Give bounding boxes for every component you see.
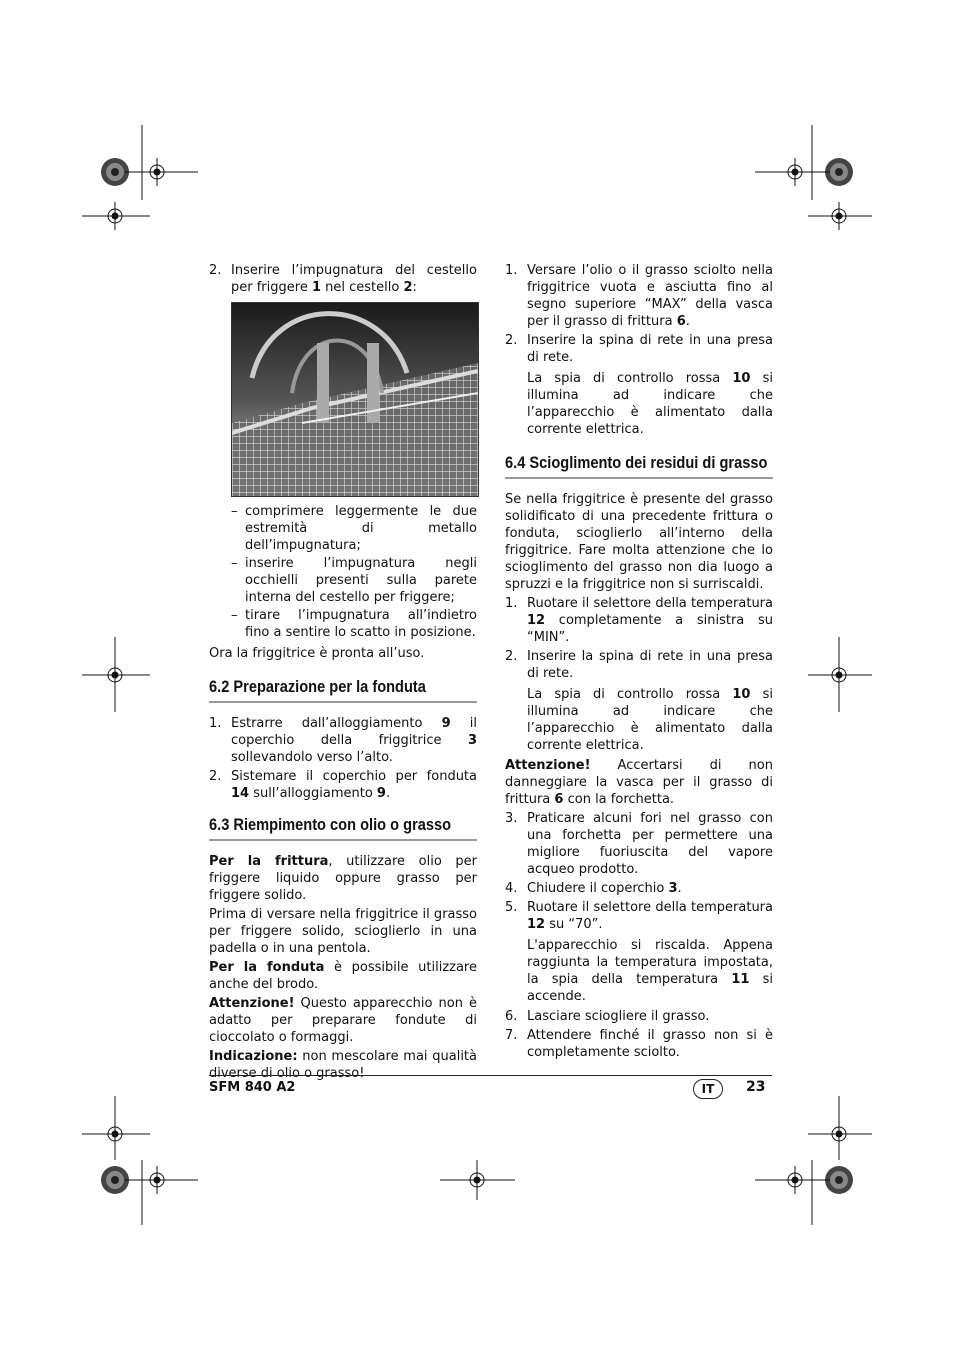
list-item — [505, 1008, 773, 1025]
step-text: . — [677, 881, 682, 896]
step-text: sull’alloggiamento — [249, 786, 377, 801]
step-text: nel cestello — [321, 280, 404, 295]
dash-bullet: – — [231, 556, 238, 571]
paragraph-text: è possibile utilizzare anche del brodo. — [209, 960, 477, 992]
step-text: Sistemare il coperchio per fonduta — [231, 769, 477, 784]
part-number: 6 — [676, 314, 686, 329]
list-item — [209, 262, 477, 296]
section-heading-wrap — [209, 816, 477, 841]
list-number: 1. — [209, 716, 222, 731]
list-item — [505, 262, 773, 330]
paragraph-text: con la forchetta. — [563, 792, 675, 807]
list-item — [505, 810, 773, 878]
paragraph — [209, 959, 477, 993]
step-note — [527, 686, 773, 754]
bold-lead: Indicazione: — [209, 1049, 298, 1064]
step-text: su “70”. — [545, 917, 603, 932]
bold-lead: Per la fonduta — [209, 960, 325, 975]
paragraph-text: Questo apparecchio non è adatto per preparare fondute di cioccolato o formaggi. — [209, 996, 477, 1045]
list-number: 5. — [505, 900, 518, 915]
step-text: Praticare alcuni fori nel grasso con una forchetta per permettere una migliore fuoriuscita del vapore acqueo prodotto. — [527, 811, 773, 877]
part-number: 10 — [732, 687, 751, 702]
dash-bullet: – — [231, 504, 238, 519]
paragraph — [209, 1048, 477, 1082]
paragraph-text: Accertarsi di non danneggiare la vasca per il grasso di frittura — [505, 758, 773, 807]
part-number: 2 — [403, 280, 413, 295]
dash-text: tirare l’impugnatura all’indietro fino a sentire lo scatto in posizione. — [245, 608, 477, 640]
step-text: il coperchio della friggitrice — [231, 716, 477, 748]
list-number: 7. — [505, 1028, 518, 1043]
note-text: si illumina ad indicare che l’apparecchio è alimentato dalla corrente elettrica. — [527, 687, 773, 753]
dash-text: inserire l’impugnatura negli occhielli presenti sulla parete interna del cestello per friggere; — [245, 556, 477, 605]
note-text: si accende. — [527, 972, 773, 1004]
step-text: Inserire l’impugnatura del cestello per friggere — [231, 263, 477, 295]
list-item — [505, 880, 773, 897]
list-item — [231, 555, 477, 606]
step-text: sollevandolo verso l’alto. — [231, 750, 393, 765]
step-text: Ruotare il selettore della temperatura — [527, 900, 773, 915]
step-text: Attendere finché il grasso non si è completamente sciolto. — [527, 1028, 773, 1060]
dash-bullet: – — [231, 608, 238, 623]
part-number: 12 — [527, 917, 546, 932]
paragraph-text: non mescolare mai qualità diverse di olio o grasso! — [209, 1049, 477, 1081]
part-number: 6 — [554, 792, 564, 807]
step-text: Lasciare sciogliere il grasso. — [527, 1009, 710, 1024]
part-number: 3 — [668, 881, 678, 896]
right-column — [505, 262, 773, 1063]
step-text: : — [412, 280, 417, 295]
step-note — [527, 937, 773, 1005]
part-number: 14 — [231, 786, 250, 801]
part-number: 11 — [731, 972, 750, 987]
left-column — [209, 262, 477, 1084]
step-text: Versare l’olio o il grasso sciolto nella friggitrice vuota e asciutta fino al segno superiore “MAX” della vasca per il grasso di frittura — [527, 263, 773, 329]
list-item — [505, 595, 773, 646]
list-number: 1. — [505, 263, 518, 278]
step-text: Inserire la spina di rete in una presa di rete. — [527, 333, 773, 365]
list-number: 2. — [209, 769, 222, 784]
list-item — [209, 768, 477, 802]
paragraph: Prima di versare nella friggitrice il grasso per friggere solido, scioglierlo in una padella o in una pentola. — [209, 907, 477, 956]
bold-lead: Attenzione! — [505, 758, 591, 773]
list-item — [505, 1027, 773, 1061]
list-item — [505, 332, 773, 366]
basket-photo — [231, 302, 479, 497]
page-number: 23 — [746, 1079, 766, 1095]
list-number: 2. — [505, 333, 518, 348]
part-number: 10 — [732, 371, 751, 386]
step-note — [527, 370, 773, 438]
section-heading-6-4: 6.4 Scioglimento dei residui di grasso — [505, 453, 768, 472]
list-number: 4. — [505, 881, 518, 896]
list-number: 3. — [505, 811, 518, 826]
list-item — [505, 899, 773, 933]
list-item — [209, 715, 477, 766]
model-number: SFM 840 A2 — [209, 1080, 296, 1095]
section-heading-wrap — [505, 454, 773, 479]
bold-lead: Attenzione! — [209, 996, 295, 1011]
part-number: 1 — [311, 280, 321, 295]
step-text: . — [685, 314, 690, 329]
language-badge: IT — [693, 1079, 723, 1099]
footer-divider — [209, 1075, 772, 1076]
ready-text: Ora la friggitrice è pronta all’uso. — [209, 646, 425, 661]
list-item — [231, 607, 477, 641]
section-heading-6-2: 6.2 Preparazione per la fonduta — [209, 677, 426, 696]
step-text: completamente a sinistra su “MIN”. — [527, 613, 773, 645]
list-item — [231, 503, 477, 554]
dash-text: comprimere leggermente le due estremità di metallo dell’impugnatura; — [245, 504, 477, 553]
warning-paragraph — [505, 757, 773, 808]
step-text: Chiudere il coperchio — [527, 881, 669, 896]
step-text: Inserire la spina di rete in una presa di rete. — [527, 649, 773, 681]
bold-lead: Per la frittura — [209, 854, 329, 869]
list-number: 6. — [505, 1009, 518, 1024]
note-text: L'apparecchio si riscalda. Appena raggiunta la temperatura impostata, la spia della temperatura — [527, 938, 773, 987]
part-number: 3 — [467, 733, 477, 748]
section-heading-wrap — [209, 678, 477, 703]
note-text: La spia di controllo rossa — [527, 371, 733, 386]
step-text: . — [385, 786, 391, 801]
section-heading-6-3: 6.3 Riempimento con olio o grasso — [209, 815, 452, 834]
part-number: 9 — [441, 716, 451, 731]
note-text: si illumina ad indicare che l’apparecchio è alimentato dalla corrente elettrica. — [527, 371, 773, 437]
paragraph-text: , utilizzare olio per friggere liquido oppure grasso per friggere solido. — [209, 854, 477, 903]
part-number: 12 — [527, 613, 546, 628]
list-number: 2. — [209, 263, 222, 278]
part-number: 9 — [376, 786, 386, 801]
list-number: 2. — [505, 649, 518, 664]
list-item — [505, 648, 773, 682]
paragraph: Se nella friggitrice è presente del grasso solidificato di una precedente frittura o fonduta, scioglierlo all’interno della friggitrice. Fare molta attenzione che lo scioglimento del grasso non dia luogo a spruzzi e la friggitrice non si surriscaldi. — [505, 492, 773, 592]
note-text: La spia di controllo rossa — [527, 687, 733, 702]
step-text: Estrarre dall’alloggiamento — [231, 716, 442, 731]
paragraph — [209, 853, 477, 904]
list-number: 1. — [505, 596, 518, 611]
step-text: Ruotare il selettore della temperatura — [527, 596, 773, 611]
paragraph — [209, 995, 477, 1046]
